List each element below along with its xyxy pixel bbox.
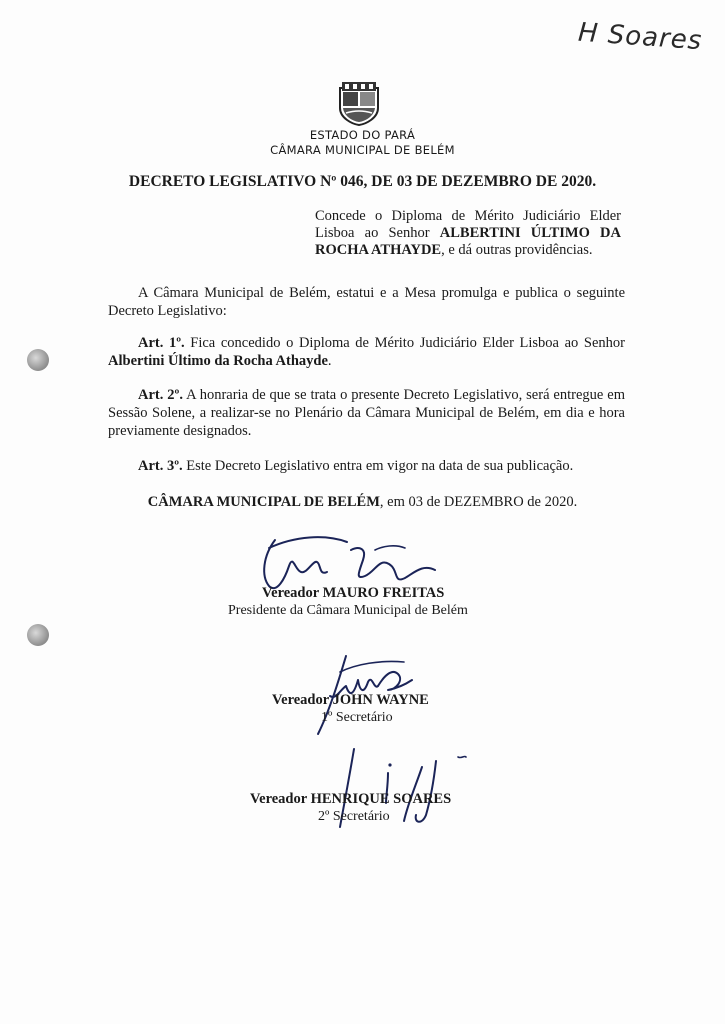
signatory-name: MAURO FREITAS [322,585,445,601]
handwritten-annotation: H Soares [577,17,704,57]
article-text: Este Decreto Legislativo entra em vigor na data de sua publicação. [182,458,574,474]
article-end: . [327,353,332,369]
coat-of-arms-icon [336,80,382,126]
signatory-name: JOHN WAYNE [332,692,429,708]
punch-hole [27,624,49,646]
ementa [315,208,621,259]
closing-line [0,494,725,511]
signatory-2-role: 1º Secretário [321,710,393,725]
decree-title: DECRETO LEGISLATIVO Nº 046, DE 03 DE DEZEMBRO DE 2020. [128,173,597,190]
preamble: A Câmara Municipal de Belém, estatui e a Mesa promulga e publica o seguinte Decreto Legislativo: [108,285,625,319]
closing-chamber: CÂMARA MUNICIPAL DE BELÉM [147,494,380,510]
signatory-2-name [272,692,429,709]
header-chamber: CÂMARA MUNICIPAL DE BELÉM [270,143,455,157]
article-3 [108,457,625,475]
article-label: Art. 2º. [138,387,183,403]
signatory-prefix: Vereador [272,692,333,708]
signatory-prefix: Vereador [250,791,311,807]
signatory-1-role: Presidente da Câmara Municipal de Belém [228,603,468,618]
signatory-prefix: Vereador [262,585,323,601]
article-text: A honraria de que se trata o presente Decreto Legislativo, será entregue em Sessão Solene, a realizar-se no Plenário da Câmara Municipal de Belém, em dia e hora previamente designados. [108,387,625,439]
article-text: Fica concedido o Diploma de Mérito Judiciário Elder Lisboa ao Senhor [184,335,625,351]
closing-date: , em 03 de DEZEMBRO de 2020. [379,494,578,510]
article-label: Art. 1º. [138,335,185,351]
ementa-honoree: ALBERTINI ÚLTIMO DA ROCHA ATHAYDE [315,225,621,258]
signatory-3-role: 2º Secretário [318,809,390,824]
signatory-3-name [250,791,451,808]
article-honoree: Albertini Último da Rocha Athayde [108,353,328,369]
header-state: ESTADO DO PARÁ [309,128,416,142]
ementa-text-end: , e dá outras providências. [441,242,593,258]
signatory-1-name [262,585,444,602]
ementa-text: Concede o Diploma de Mérito Judiciário Elder Lisboa ao Senhor [315,208,621,241]
signatory-name: HENRIQUE SOARES [310,791,452,807]
article-2 [108,386,625,440]
punch-hole [27,349,49,371]
article-1 [108,334,625,370]
article-label: Art. 3º. [138,458,183,474]
